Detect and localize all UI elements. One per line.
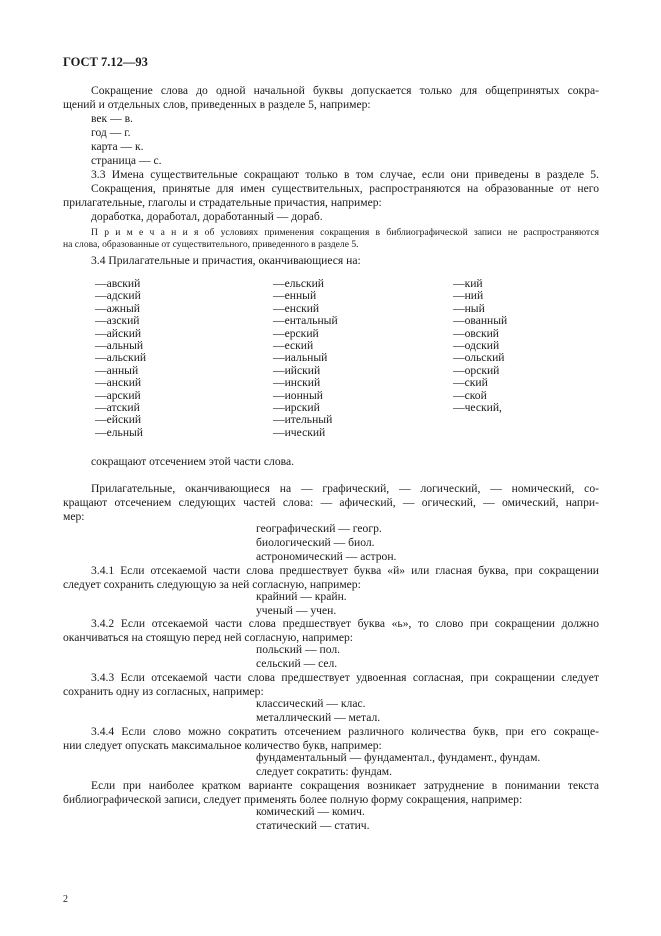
example-line: комический — комич.	[256, 805, 365, 818]
example-line: сельский — сел.	[256, 657, 338, 670]
suffix-item: —альский	[95, 351, 147, 365]
section-3-4-heading: 3.4 Прилагательные и причастия, оканчивающиеся на:	[91, 254, 361, 267]
suffix-column-2	[273, 278, 338, 439]
suffix-item: —инский	[273, 376, 321, 390]
suffix-item: —арский	[95, 388, 141, 402]
paragraph-line: Если при наиболее кратком варианте сокращения возникает затруднение в понимании текста	[91, 779, 599, 792]
example-line: крайний — крайн.	[256, 590, 347, 603]
paragraph-line: библиографической записи, следует применять более полную форму сокращения, например:	[63, 793, 523, 806]
suffix-item: —ельный	[95, 425, 144, 439]
suffix-item: —кий	[453, 277, 483, 290]
suffix-item: —альный	[95, 339, 144, 353]
example-line: ученый — учен.	[256, 604, 337, 617]
suffix-item: —енский	[273, 301, 320, 315]
example-line: фундаментальный — фундаментал., фундамент., фундам.	[256, 751, 541, 764]
page-number: 2	[63, 894, 68, 905]
suffix-item: —ческий,	[453, 401, 502, 415]
suffix-column-3	[453, 278, 507, 414]
section-3-4-1-line: 3.4.1 Если отсекаемой части слова предшествует буква «й» или гласная буква, при сокращении	[91, 564, 599, 577]
suffix-item: —овский	[453, 326, 499, 340]
suffix-item: —ованный	[453, 314, 508, 328]
section-3-3-line: прилагательные, глаголы и страдательные причастия, например:	[63, 196, 382, 209]
example-line: классический — клас.	[256, 697, 366, 710]
suffix-item: —адский	[95, 289, 141, 303]
example-line: доработка, доработал, доработанный — дораб.	[91, 210, 323, 223]
suffix-item: —еский	[273, 339, 314, 353]
suffix-item: —ический	[273, 425, 326, 439]
suffix-item: —ентальный	[273, 314, 338, 328]
suffix-item: —ольский	[453, 351, 505, 365]
section-3-4-2-line: оканчиваться на стоящую перед ней согласную, например:	[63, 631, 353, 644]
example-line: следует сократить: фундам.	[256, 765, 393, 778]
suffix-item: —ейский	[95, 413, 142, 427]
section-3-4-1-line: следует сохранить следующую за ней согласную, например:	[63, 578, 361, 591]
section-3-4-4-line: нии следует опускать максимальное количество букв, например:	[63, 739, 382, 752]
paragraph-line: кращают отсечением следующих частей слова: — афический, — огический, — омический, напри-	[63, 496, 599, 509]
section-3-4-3-line: сохранить одну из согласных, например:	[63, 685, 264, 698]
suffix-item: —ирский	[273, 401, 320, 415]
section-3-3-line: Сокращения, принятые для имен существительных, распространяются на образованные от него	[91, 182, 599, 195]
suffix-item: —ской	[453, 388, 487, 402]
example-line: биологический — биол.	[256, 536, 375, 549]
suffix-column-1	[95, 278, 146, 439]
paragraph-line: мер:	[63, 510, 85, 523]
section-3-4-2-line: 3.4.2 Если отсекаемой части слова предшествует буква «ь», то слово при сокращении должно	[91, 617, 599, 630]
document-header: ГОСТ 7.12—93	[63, 55, 148, 69]
suffix-item: —иальный	[273, 351, 328, 365]
example-line: статический — статич.	[256, 819, 370, 832]
suffix-item: —ионный	[273, 388, 323, 402]
paragraph-line: сокращают отсечением этой части слова.	[91, 455, 295, 468]
suffix-item: —авский	[95, 277, 141, 290]
example-line: польский — пол.	[256, 643, 341, 656]
suffix-item: —ерский	[273, 326, 319, 340]
suffix-item: —анский	[95, 376, 142, 390]
suffix-item: —енный	[273, 289, 317, 303]
suffix-item: —айский	[95, 326, 142, 340]
example-line: год — г.	[91, 126, 131, 139]
section-3-4-3-line: 3.4.3 Если отсекаемой части слова предшествует удвоенная согласная, при сокращении следует	[91, 671, 599, 684]
suffix-item: —ский	[453, 376, 488, 390]
suffix-item: —анный	[95, 363, 139, 377]
suffix-item: —одский	[453, 339, 500, 353]
suffix-item: —ийский	[273, 363, 321, 377]
suffix-item: —ажный	[95, 301, 140, 315]
paragraph-line: Прилагательные, оканчивающиеся на — графический, — логический, — номический, со-	[91, 482, 599, 495]
example-line: век — в.	[91, 112, 133, 125]
suffix-item: —ный	[453, 301, 485, 315]
suffix-item: —ительный	[273, 413, 333, 427]
suffix-item: —ний	[453, 289, 484, 303]
suffix-item: —атский	[95, 401, 140, 415]
example-line: астрономический — астрон.	[256, 550, 397, 563]
paragraph-line: Сокращение слова до одной начальной буквы допускается только для общепринятых сокра-	[91, 84, 599, 97]
suffix-item: —азский	[95, 314, 140, 328]
note-line: на слова, образованные от существительного, приведенного в разделе 5.	[63, 239, 359, 250]
example-line: карта — к.	[91, 140, 144, 153]
paragraph-line: щений и отдельных слов, приведенных в разделе 5, например:	[63, 98, 371, 111]
suffix-item: —ельский	[273, 277, 325, 290]
section-3-4-4-line: 3.4.4 Если слово можно сократить отсечением различного количества букв, при его сокраще-	[91, 725, 599, 738]
note-line: П р и м е ч а н и я об условиях применения сокращения в библиографической записи не распространяются	[91, 227, 599, 238]
example-line: географический — геогр.	[256, 522, 382, 535]
section-3-3-line: 3.3 Имена существительные сокращают только в том случае, если они приведены в разделе 5.	[91, 168, 599, 181]
suffix-item: —орский	[453, 363, 500, 377]
example-line: страница — с.	[91, 154, 162, 167]
example-line: металлический — метал.	[256, 711, 381, 724]
